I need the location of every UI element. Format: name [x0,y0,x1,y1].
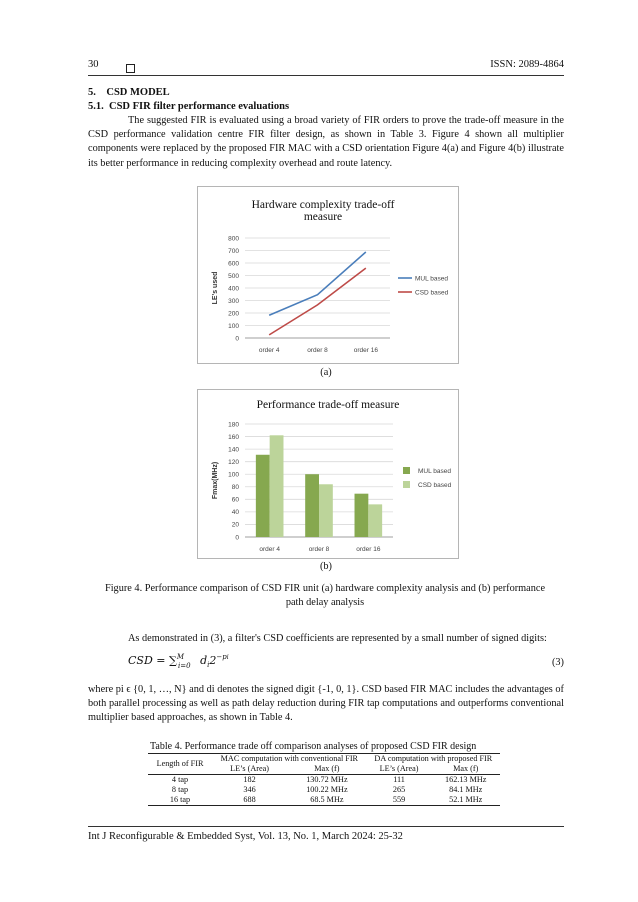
chart-b-plot [198,390,458,558]
table-cell: 559 [392,795,406,804]
chart-b-ytick-label: 60 [231,496,239,504]
table-cell: 52.1 MHz [449,795,483,804]
equation: CSD = ∑$^M_{i=0}$ $d_i2^{-pi}$ [128,653,229,670]
table-cell: 130.72 MHz [306,775,348,784]
chart-b-legend-swatch [403,467,410,474]
table-cell: 84.1 MHz [449,785,483,794]
table-cell: 346 [243,785,256,794]
table-row [148,795,500,806]
chart-b-bar [319,484,333,537]
chart-a-ytick-label: 0 [235,335,239,343]
chart-a-legend-label: MUL based [415,275,448,283]
chart-a-xtick-label: order 8 [307,347,328,354]
chart-b-xtick-label: order 8 [308,546,330,553]
chart-b-ytick-label: 120 [228,458,239,466]
chart-b-ytick-label: 80 [231,484,239,492]
chart-a-ytick-label: 200 [228,310,239,318]
chart-b-title: Performance trade-off measure [256,399,400,411]
table-subheader: LE’s (Area) [230,764,269,773]
table-cell: 182 [243,775,256,784]
chart-b-xtick-label: order 4 [259,546,280,553]
table-cell: 8 tap [171,785,189,794]
table-cell: 111 [393,775,405,784]
chart-a-title: Hardware complexity trade-off measure [251,199,395,223]
table-header-length: Length of FIR [156,759,204,768]
table-header-mac: MAC computation with conventional FIR [220,754,359,763]
chart-b-bar [256,455,270,537]
header-rule [88,75,564,76]
chart-a-ytick-label: 400 [228,285,239,293]
table-subheader: Max (f) [453,764,479,773]
table-cell: 68.5 MHz [310,795,344,804]
table-caption: Table 4. Performance trade off comparison analyses of proposed CSD FIR design [150,741,477,752]
table-subheader: LE’s (Area) [379,764,419,773]
table-cell: 265 [392,785,406,794]
footer-text: Int J Reconfigurable & Embedded Syst, Vol. 13, No. 1, March 2024: 25-32 [88,831,403,842]
chart-a-ytick-label: 800 [228,235,239,243]
table-cell: 688 [243,795,256,804]
chart-b-bar [305,474,319,537]
subsection-heading: 5.1. CSD FIR filter performance evaluations [88,101,290,112]
chart-a-sublabel: (a) [320,367,332,378]
chart-a-ytick-label: 600 [228,260,239,268]
section-heading: 5. CSD MODEL [88,87,170,98]
chart-b-bar [270,435,284,537]
chart-a-y-axis-label: LE's used [212,271,219,305]
chart-b-bar [368,504,382,537]
chart-b-ytick-label: 0 [235,534,239,542]
figure-caption: Figure 4. Performance comparison of CSD FIR unit (a) hardware complexity analysis and (b) performance path delay analysis [104,583,546,608]
table-cell: 16 tap [169,795,191,804]
chart-b-ytick-label: 20 [231,521,239,529]
chart-b-legend-label: MUL based [418,467,451,475]
chart-b-ytick-label: 180 [228,421,239,429]
chart-b-ytick-label: 40 [231,509,239,517]
chart-a-ytick-label: 700 [228,247,239,255]
table-cell: 4 tap [171,775,189,784]
chart-b-sublabel: (b) [319,561,332,572]
chart-b-legend-label: CSD based [418,481,452,489]
table-cell: 100.22 MHz [306,785,348,794]
chart-a-xtick-label: order 16 [353,347,378,354]
chart-b [197,389,459,559]
chart-a-ytick-label: 500 [228,272,239,280]
chart-a-series-line [269,268,366,335]
chart-b-y-axis-label: Fmax(MHz) [212,461,219,500]
body-paragraph: As demonstrated in (3), a filter's CSD coefficients are represented by a small number of signed digits: [128,633,547,644]
body-paragraph-2: where pi ϵ {0, 1, …, N} and di denotes the signed digit {-1, 0, 1}. CSD based FIR MAC includes the advantages of both parallel processing as well as path delay reduction during FIR tap computations and outperforms conventional multiplier based approaches, as shown in Table 4. [88,684,564,724]
chart-a-ytick-label: 300 [228,297,239,305]
intro-paragraph: The suggested FIR is evaluated using a broad variety of FIR orders to prove the trade-off measure in the CSD performance validation centre FIR filter design, as shown in Table 3. Figure 4 shown all multiplier components were replaced by the proposed FIR MAC with a CSD orientation Figure 4(a) and Figure 4(b) illustrate its better performance in reducing complexity overhead and route latency. [88,115,564,169]
chart-a-ytick-label: 100 [228,322,239,330]
issn: ISSN: 2089-4864 [490,59,564,70]
table-row [148,785,500,795]
chart-a [197,186,459,364]
chart-b-ytick-label: 140 [228,446,239,454]
footer-rule [88,826,564,827]
table-header-da: DA computation with proposed FIR [374,754,493,763]
chart-b-xtick-label: order 16 [356,546,381,553]
chart-a-legend-label: CSD based [415,289,449,297]
table-4 [148,753,500,806]
chart-b-legend-swatch [403,481,410,488]
chart-b-ytick-label: 100 [228,471,239,479]
chart-b-bar [355,494,369,537]
page-number: 30 [88,59,99,70]
chart-b-ytick-label: 160 [228,433,239,441]
table-subheader: Max (f) [314,764,340,773]
table-cell: 162.13 MHz [445,775,487,784]
table-row [148,775,500,786]
equation-number: (3) [551,657,564,668]
chart-a-plot [198,187,458,363]
chart-a-xtick-label: order 4 [258,347,280,354]
